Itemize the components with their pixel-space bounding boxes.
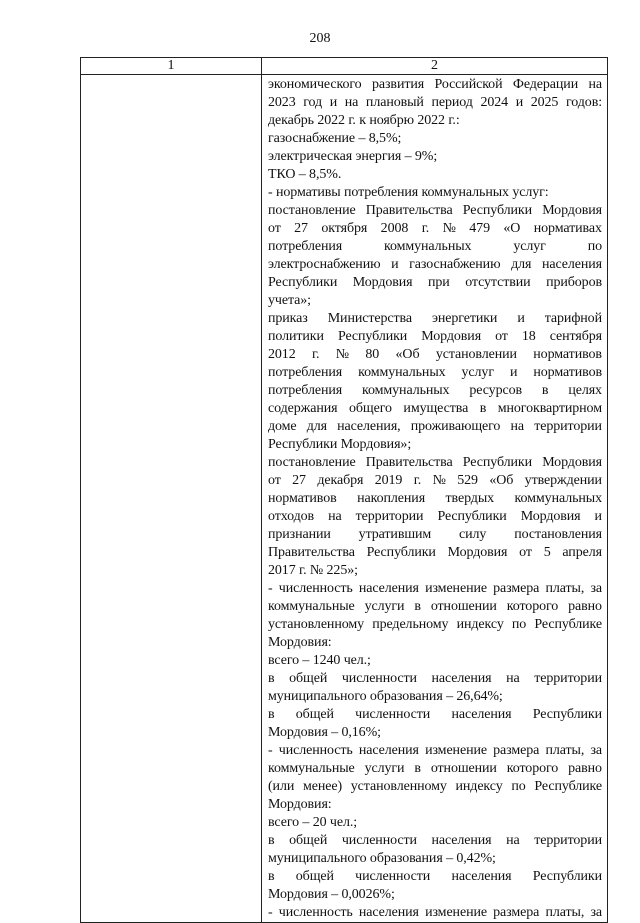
column-header-2: 2 [262,58,608,75]
text-line: содержания общего имущества в многоквартирном [268,401,602,416]
text-line: политики Республики Мордовия от 18 сентября [268,329,602,344]
text-line: 2017 г. № 225»; [268,563,358,578]
text-line: в общей численности населения Республики [268,707,602,722]
text-line: коммунальные услуги в отношении которого равно [268,761,602,776]
text-line: потребления коммунальных услуг по [268,239,602,254]
text-line: (или менее) установленному индексу по Республике [268,779,602,794]
text-line: Мордовия – 0,16%; [268,725,381,740]
text-line: электроснабжению и газоснабжению для населения [268,257,602,272]
column-header-1: 1 [81,58,262,75]
text-line: от 27 октября 2008 г. № 479 «О нормативах [268,221,602,236]
text-line: в общей численности населения на территории [268,671,602,686]
text-line: в общей численности населения на территории [268,833,602,848]
table-row [81,75,608,923]
text-line: Мордовия – 0,0026%; [268,887,395,902]
text-line: Мордовия: [268,797,332,812]
text-line: постановление Правительства Республики Мордовия [268,203,602,218]
text-line: от 27 декабря 2019 г. № 529 «Об утверждении [268,473,602,488]
text-line: ТКО – 8,5%. [268,167,342,182]
text-line: нормативов накопления твердых коммунальных [268,491,602,506]
text-line: всего – 20 чел.; [268,815,358,830]
column-2-text [262,75,607,922]
text-line: - нормативы потребления коммунальных услуг: [268,185,549,200]
text-line: экономического развития Российской Федерации на [268,77,602,92]
text-line: - численность населения изменение размера платы, за [268,905,602,920]
text-line: Республики Мордовия»; [268,437,412,452]
text-line: всего – 1240 чел.; [268,653,371,668]
text-line: 2012 г. № 80 «Об установлении нормативов [268,347,602,362]
text-line: установленному предельному индексу по Республике [268,617,602,632]
table-header-row [81,58,608,75]
column-2-cell [262,75,608,923]
document-table [80,57,608,923]
text-line: приказ Министерства энергетики и тарифной [268,311,602,326]
text-line: учета»; [268,293,311,308]
text-line: 2023 год и на плановый период 2024 и 2025 годов: [268,95,602,110]
text-line: Республики Мордовия при отсутствии приборов [268,275,602,290]
text-line: отходов на территории Республики Мордовия и [268,509,602,524]
text-line: доме для населения, проживающего на территории [268,419,602,434]
text-line: потребления коммунальных ресурсов в целях [268,383,602,398]
text-line: электрическая энергия – 9%; [268,149,438,164]
page-number: 208 [309,31,331,46]
text-line: признании утратившим силу постановления [268,527,602,542]
text-line: муниципального образования – 0,42%; [268,851,496,866]
column-1-cell [81,75,262,923]
text-line: потребления коммунальных услуг и нормативов [268,365,602,380]
text-line: в общей численности населения Республики [268,869,602,884]
text-line: коммунальные услуги в отношении которого равно [268,599,602,614]
text-line: муниципального образования – 26,64%; [268,689,503,704]
text-line: - численность населения изменение размера платы, за [268,581,602,596]
text-line: Правительства Республики Мордовия от 5 апреля [268,545,602,560]
text-line: постановление Правительства Республики Мордовия [268,455,602,470]
text-line: Мордовия: [268,635,332,650]
text-line: декабрь 2022 г. к ноябрю 2022 г.: [268,113,460,128]
text-line: - численность населения изменение размера платы, за [268,743,602,758]
text-line: газоснабжение – 8,5%; [268,131,402,146]
